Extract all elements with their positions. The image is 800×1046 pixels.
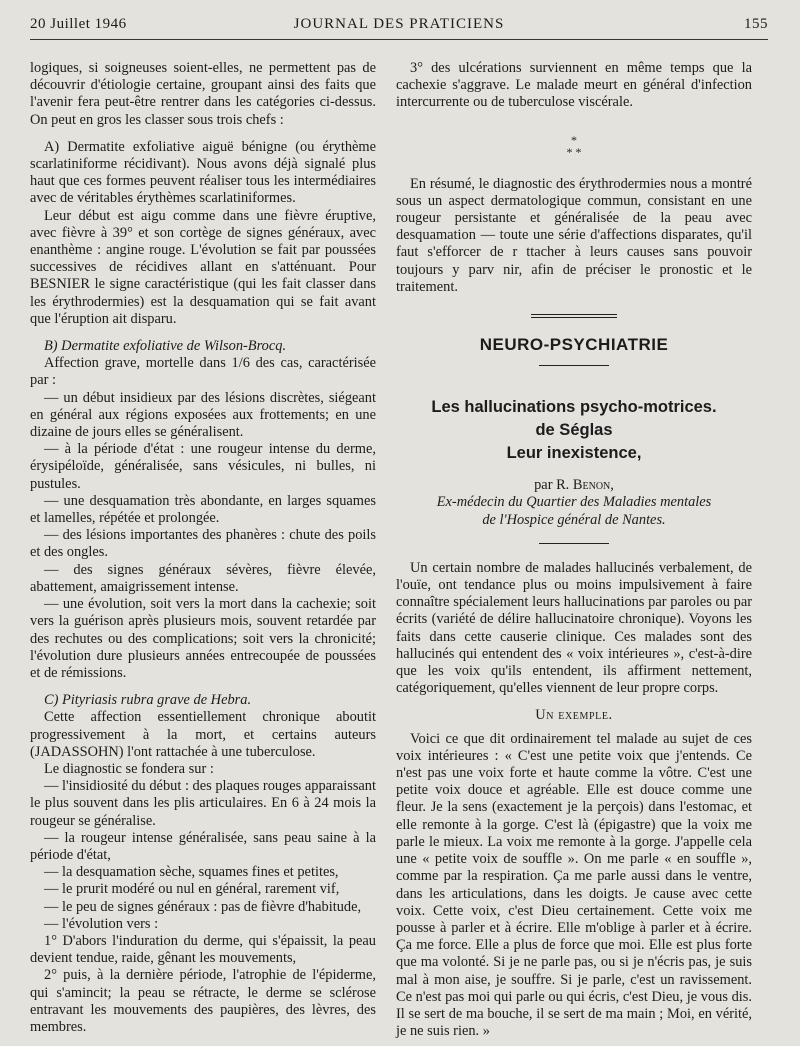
header-journal-title: JOURNAL DES PRATICIENS <box>293 16 505 32</box>
rubric-heading: NEURO-PSYCHIATRIE <box>479 335 669 355</box>
running-header <box>30 16 768 38</box>
section-b-heading: B) Dermatite exfoliative de Wilson-Brocq. <box>44 338 287 355</box>
section-break-asterisks <box>396 134 752 158</box>
list-item: — une évolution, soit vers la mort dans la cachexie; soit vers la guérison après plusieurs mois, souvent retardée par des rechutes ou des complications; soit vers la chronicité; l'évolution dure plusieurs années entrecoupée de poussées et de rémissions. <box>30 596 376 681</box>
list-item: — à la période d'état : une rougeur intense du derme, érysipéloïde, généralisée, sans vésicules, ni bulles, ni pustules. <box>30 441 376 492</box>
article-title-line: Les hallucinations psycho-motrices. <box>431 398 717 417</box>
byline-suffix: , <box>610 477 614 494</box>
header-page-number: 155 <box>744 16 768 32</box>
author-affiliation <box>396 494 752 528</box>
asterisk-top: * <box>571 132 577 147</box>
title-rule <box>539 543 609 544</box>
header-rule <box>30 39 768 40</box>
paragraph: Cette affection essentiellement chronique aboutit progressivement à la mort, et certains auteurs (JADASSOHN) l'ont rattachée à une tuberculose. <box>30 709 376 760</box>
list-item: — des lésions importantes des phanères : chute des poils et des ongles. <box>30 527 376 561</box>
affiliation-line: de l'Hospice général de Nantes. <box>482 511 666 528</box>
paragraph: 3° des ulcérations surviennent en même temps que la cachexie s'aggrave. Le malade meurt en général d'infection intercurrente ou de tuberculose viscérale. <box>396 60 752 111</box>
asterisk-bottom: * * <box>566 144 582 159</box>
section-divider <box>531 314 617 318</box>
list-item: 2° puis, à la dernière période, l'atrophie de l'épiderme, qui s'amincit; la peau se rétracte, le derme se sclérose entravant les mouvements des paupières, des lèvres, des membres. <box>30 967 376 1035</box>
paragraph: Voici ce que dit ordinairement tel malade au sujet de ces voix intérieures : « C'est une petite voix que j'entends. Ce n'est pas une voix forte et haute comme la vôtre. C'est une petite voix douce et agréable. Elle est douce comme une fleur. Je la sens (exactement je la perçois) dans l'estomac, et elle remonte à la gorge. C'est là (épigastre) que la voix me parle le mieux. La voix me remonte à la gorge. J'appelle cela une « petite voix de souffle ». On me parle « en souffle », comme par la respiration. Ça me parle aussi dans le ventre, dans les articulations, dans les doigts. Je cause avec cette voix. Cette voix, c'est Dieu certainement. Cette voix me pousse à parler et à écrire. Elle m'oblige à parler et à écrire. Ça me force. Elle a plus de force que moi. Elle est plus forte que ma volonté. Si je ne parle pas, ou si je n'écris pas, je suis mal à mon aise, je souffre. Si je parle, c'est un ravissement. Ce n'est pas moi qui parle ou qui écris, c'est Dieu, je vous dis. Il se sert de ma bouche, il se sert de ma main ; Moi, en vérité, je ne suis rien. » <box>396 730 752 1040</box>
rubric-rule <box>539 365 609 366</box>
list-item: — l'insidiosité du début : des plaques rouges apparaissant le plus souvent dans les plis articulaires. En 6 à 24 mois la rougeur se généralise. <box>30 778 376 829</box>
paragraph: En résumé, le diagnostic des érythrodermies nous a montré sous un aspect dermatologique commun, consistant en une rougeur persistante et généralisée de la peau avec desquamation — toute une série d'affections disparates, qu'il faut s'efforcer de r ttacher à leurs causes sans pouvoir toujours y parv nir, afin de préciser le pronostic et le traitement. <box>396 175 752 295</box>
section-a-heading: A) Dermatite exfoliative aiguë bénigne (ou érythème scarlatiniforme récidivant). Nous avons déjà signalé plus haut que ces formes peuvent réaliser tous les intermédiaires avec de véritables érythèmes scarlatiniformes. <box>30 138 376 207</box>
article-title-line: de Séglas <box>535 421 613 440</box>
author-name: Benon <box>572 477 611 494</box>
list-item: — un début insidieux par des lésions discrètes, siégeant en général aux régions exposées aux frottements; en une dizaine de jours elles se généralisent. <box>30 389 376 441</box>
list-item: — une desquamation très abondante, en larges squames et lamelles, répétée et prolongée. <box>30 492 376 527</box>
paragraph: Un certain nombre de malades hallucinés verbalement, de l'ouïe, ont tendance plus ou moins impulsivement à faire connaître spécialement leurs hallucinations par paroles ou par écrits (variété de délire hallucinatoire chronique). Voyons les faits dans cette causerie clinique. Ces malades sont des hallucinés qui entendent des « voix intérieures », c'est-à-dire que les voix qu'ils entendent, ils affirment nettement, catégoriquement, qu'elles viennent de leur propre corps. <box>396 559 752 697</box>
paragraph: logiques, si soigneuses soient-elles, ne permettent pas de découvrir d'étiologie certaine, groupant ainsi des faits que l'avenir fera peut-être rentrer dans les catégories ci-dessus. On peut en gros les classer sous trois chefs : <box>30 60 376 128</box>
article-title <box>396 396 752 465</box>
affiliation-line: Ex-médecin du Quartier des Maladies mentales <box>436 494 712 511</box>
list-item: — la rougeur intense généralisée, sans peau saine à la période d'état, <box>30 829 376 863</box>
section-c-heading: C) Pityriasis rubra grave de Hebra. <box>44 692 252 709</box>
left-column <box>30 60 376 1036</box>
list-item: — l'évolution vers : <box>44 915 159 932</box>
paragraph: Affection grave, mortelle dans 1/6 des cas, caractérisée par : <box>30 355 376 389</box>
paragraph: Leur début est aigu comme dans une fièvre éruptive, avec fièvre à 39° et son cortège de signes généraux, avec enanthème : angine rouge. L'évolution se fait par poussées successives de récidives allant en s'atténuant. Pour BESNIER le signe caractéristique (qui les fait classer dans les érythrodermies) est la desquamation qui se fait avant que l'éruption ait disparu. <box>30 207 376 327</box>
list-item: — le peu de signes généraux : pas de fièvre d'habitude, <box>44 898 362 915</box>
list-item: — le prurit modéré ou nul en général, rarement vif, <box>44 881 340 898</box>
list-item: 1° D'abors l'induration du derme, qui s'épaissit, la peau devient tendue, raide, gênant les mouvements, <box>30 932 376 967</box>
list-item: — des signes généraux sévères, fièvre élevée, abattement, amaigrissement intense. <box>30 561 376 595</box>
paragraph: Le diagnostic se fondera sur : <box>44 760 214 777</box>
list-item: — la desquamation sèche, squames fines et petites, <box>44 864 339 881</box>
subheading: Un exemple. <box>535 707 613 724</box>
byline-prefix: par R. <box>534 477 573 494</box>
byline <box>396 477 752 494</box>
right-column <box>396 60 752 1040</box>
header-date: 20 Juillet 1946 <box>30 16 127 32</box>
article-title-line: Leur inexistence, <box>506 444 642 463</box>
